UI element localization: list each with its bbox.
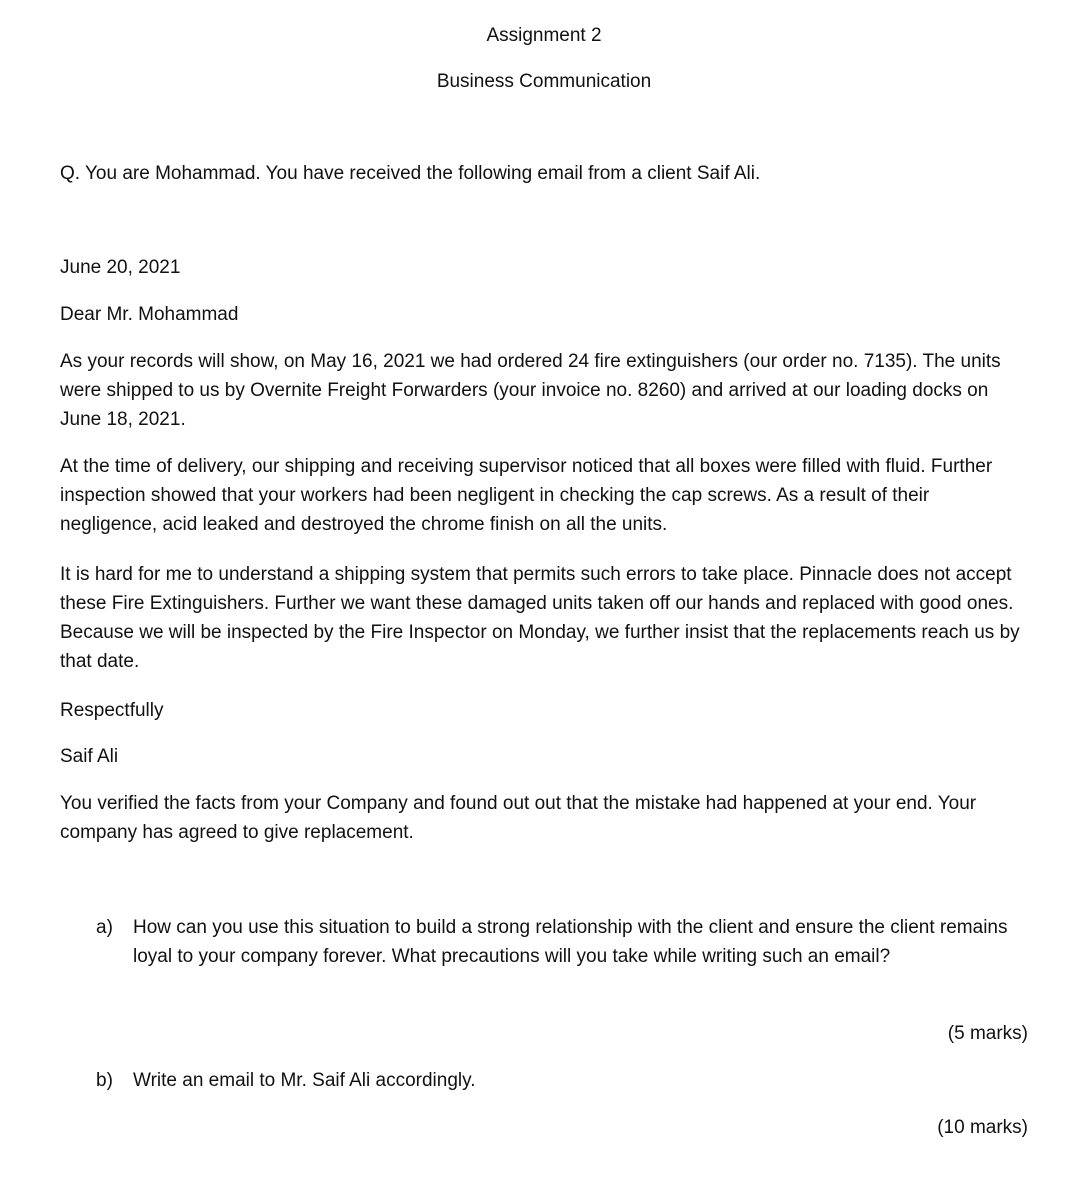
letter-salutation: Dear Mr. Mohammad [60, 304, 239, 325]
course-subject: Business Communication [436, 71, 652, 92]
letter-closing: Respectfully [60, 700, 164, 721]
task-a-text: How can you use this situation to build a strong relationship with the client and ensure the client remains loyal to your company forever. What precautions will you take while writing such an email? [133, 917, 1008, 967]
letter-signature: Saif Ali [60, 746, 119, 767]
letter-paragraph-3: It is hard for me to understand a shipping system that permits such errors to take place. Pinnacle does not accept these Fire Extinguishers. Further we want these damaged units taken off our hands and replaced with good ones. Because we will be inspected by the Fire Inspector on Monday, we further insist that the replacements reach us by that date. [60, 564, 1020, 672]
question-intro: Q. You are Mohammad. You have received the following email from a client Saif Ali. [60, 163, 761, 184]
letter-paragraph-1: As your records will show, on May 16, 2021 we had ordered 24 fire extinguishers (our order no. 7135). The units were shipped to us by Overnite Freight Forwarders (your invoice no. 8260) and arrived at our loading docks on June 18, 2021. [60, 351, 1001, 430]
task-a-marks: (5 marks) [947, 1023, 1028, 1044]
task-a-label: a) [96, 917, 113, 938]
letter-date: June 20, 2021 [60, 257, 181, 278]
assignment-title: Assignment 2 [486, 25, 602, 46]
task-b-text: Write an email to Mr. Saif Ali accordingly. [133, 1070, 476, 1091]
task-b-marks: (10 marks) [937, 1117, 1028, 1138]
context-paragraph: You verified the facts from your Company and found out out that the mistake had happened at your end. Your company has agreed to give replacement. [60, 793, 977, 843]
task-b-label: b) [96, 1070, 113, 1091]
letter-paragraph-2: At the time of delivery, our shipping and receiving supervisor noticed that all boxes were filled with fluid. Further inspection showed that your workers had been negligent in checking the cap screws. As a result of their negligence, acid leaked and destroyed the chrome finish on all the units. [60, 456, 993, 535]
